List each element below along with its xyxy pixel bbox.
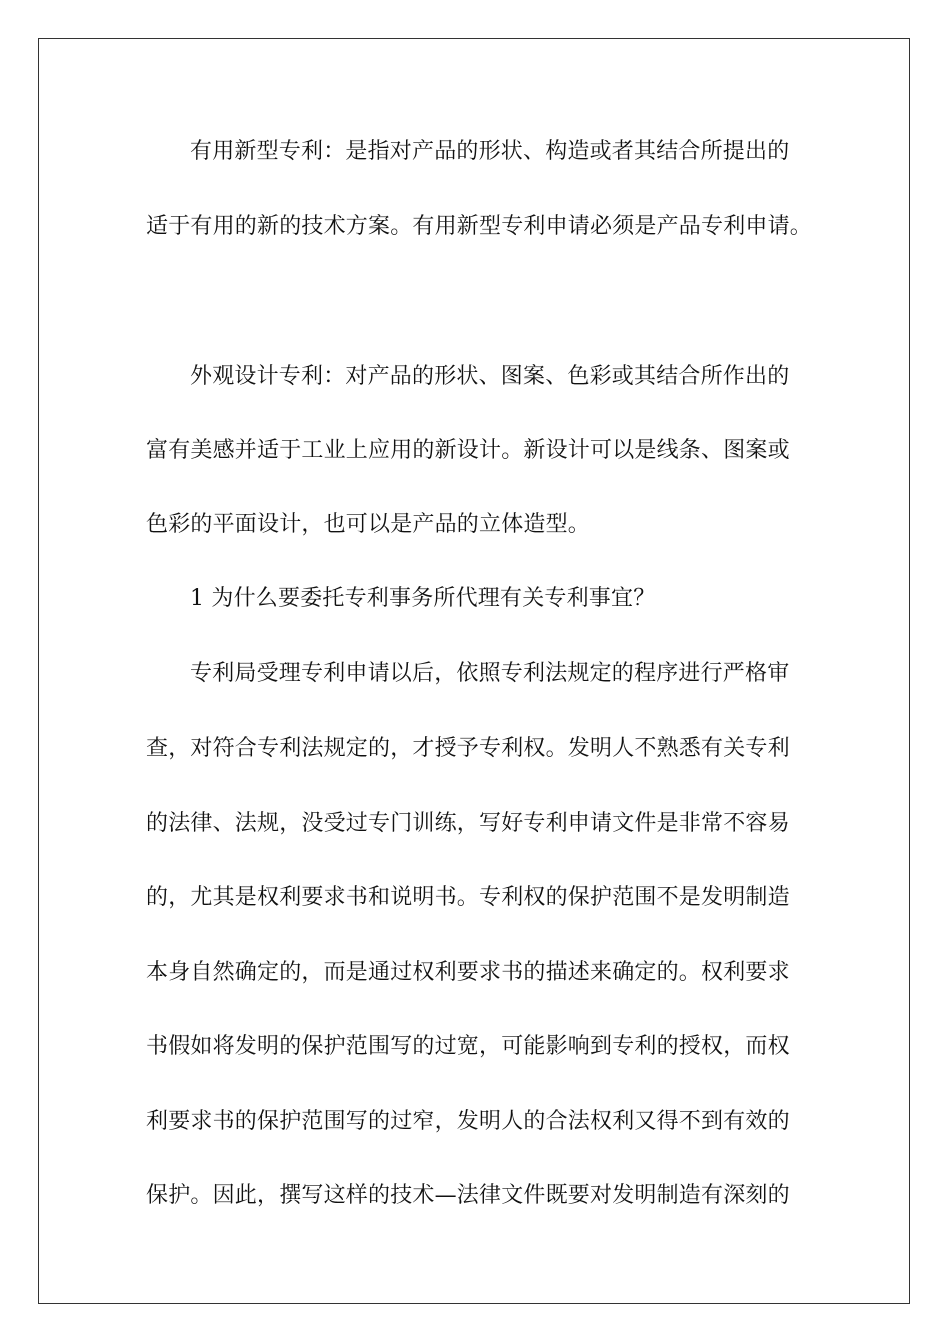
paragraph-agency-line-6: 书假如将发明的保护范围写的过宽，可能影响到专利的授权，而权 [146, 1034, 790, 1059]
paragraph-agency-line-3: 的法律、法规，没受过专门训练，写好专利申请文件是非常不容易 [146, 811, 790, 836]
paragraph-design-line-3: 色彩的平面设计，也可以是产品的立体造型。 [146, 512, 591, 537]
paragraph-agency-line-5: 本身自然确定的，而是通过权利要求书的描述来确定的。权利要求 [146, 960, 790, 985]
paragraph-agency-line-4: 的，尤其是权利要求书和说明书。专利权的保护范围不是发明制造 [146, 885, 790, 910]
paragraph-utility-line-2: 适于有用的新的技术方案。有用新型专利申请必须是产品专利申请。 [146, 214, 813, 239]
paragraph-design-line-2: 富有美感并适于工业上应用的新设计。新设计可以是线条、图案或 [146, 438, 790, 463]
paragraph-agency-line-2: 查，对符合专利法规定的，才授予专利权。发明人不熟悉有关专利 [146, 736, 790, 761]
paragraph-utility-line-1: 有用新型专利：是指对产品的形状、构造或者其结合所提出的 [190, 139, 790, 164]
paragraph-agency-line-1: 专利局受理专利申请以后，依照专利法规定的程序进行严格审 [190, 661, 790, 686]
paragraph-agency-line-8: 保护。因此，撰写这样的技术—法律文件既要对发明制造有深刻的 [146, 1183, 790, 1208]
paragraph-agency-line-7: 利要求书的保护范围写的过窄，发明人的合法权利又得不到有效的 [146, 1109, 790, 1134]
section-heading: 1 为什么要委托专利事务所代理有关专利事宜？ [190, 586, 656, 611]
paragraph-design-line-1: 外观设计专利：对产品的形状、图案、色彩或其结合所作出的 [190, 364, 790, 389]
